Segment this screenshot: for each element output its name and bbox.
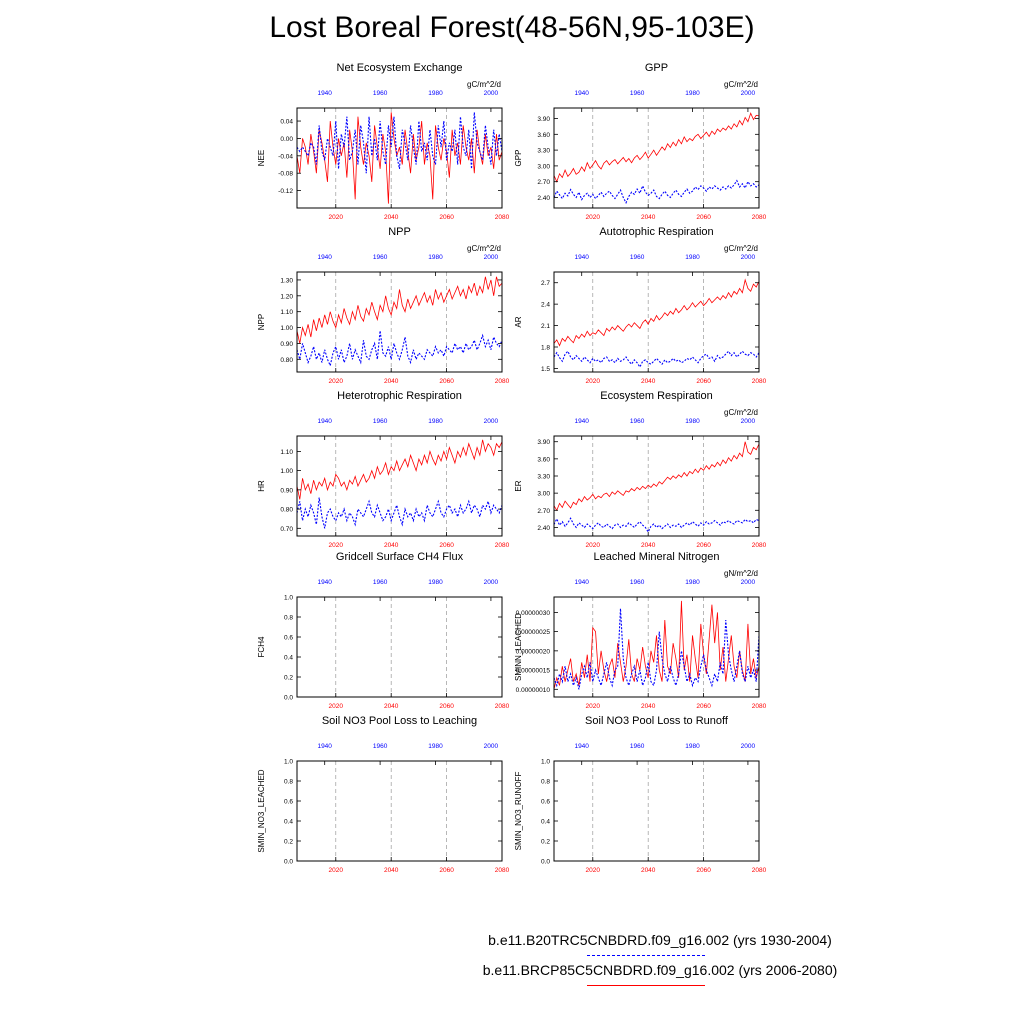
- x-bottom-tick-label: 2020: [585, 867, 601, 874]
- x-top-tick-label: 2000: [740, 90, 756, 97]
- x-bottom-tick-label: 2060: [696, 703, 711, 710]
- x-bottom-tick-label: 2020: [328, 542, 344, 549]
- x-bottom-tick-label: 2060: [439, 867, 454, 874]
- plot-frame: [297, 761, 502, 861]
- y-tick-label: 0.80: [280, 356, 293, 364]
- x-top-tick-label: 1980: [428, 90, 443, 97]
- legend-historical-label: b.e11.B20TRC5CNBDRD.f09_g16.002 (yrs 1930-2004): [488, 932, 832, 948]
- x-top-tick-label: 1980: [428, 579, 443, 586]
- y-tick-label: 1.10: [280, 448, 293, 456]
- x-top-tick-label: 1960: [372, 579, 388, 586]
- chart-panel-er: [514, 390, 767, 549]
- y-tick-label: 2.70: [537, 507, 550, 515]
- x-top-tick-label: 1940: [317, 418, 332, 425]
- y-tick-label: 2.40: [537, 524, 550, 532]
- chart-panel-smin_no3_runoff: [514, 715, 767, 874]
- series-line-historical: [297, 498, 502, 529]
- x-bottom-tick-label: 2080: [494, 214, 510, 221]
- plot-frame: [554, 272, 759, 372]
- x-bottom-tick-label: 2060: [439, 214, 454, 221]
- x-bottom-tick-label: 2040: [383, 378, 399, 385]
- x-top-tick-label: 1980: [685, 90, 700, 97]
- x-top-tick-label: 1960: [629, 418, 645, 425]
- x-top-tick-label: 2000: [740, 418, 756, 425]
- chart-title: Ecosystem Respiration: [600, 390, 713, 402]
- chart-title: Autotrophic Respiration: [599, 226, 714, 238]
- y-tick-label: 0.8: [283, 778, 293, 786]
- y-tick-label: 3.00: [537, 163, 550, 171]
- chart-panel-npp: [257, 226, 510, 385]
- x-bottom-tick-label: 2040: [640, 542, 656, 549]
- x-top-tick-label: 2000: [483, 743, 499, 750]
- x-bottom-tick-label: 2080: [751, 214, 767, 221]
- y-tick-label: 3.60: [537, 456, 550, 464]
- y-tick-label: 1.00: [280, 468, 293, 476]
- y-axis-label: SMIN_NO3_LEACHED: [257, 769, 266, 853]
- y-tick-label: 2.4: [540, 301, 550, 309]
- x-top-tick-label: 2000: [740, 743, 756, 750]
- x-bottom-tick-label: 2040: [640, 214, 656, 221]
- x-bottom-tick-label: 2020: [328, 378, 344, 385]
- chart-units-label: gC/m^2/d: [724, 244, 758, 253]
- y-axis-label: SMINN_LEACHED: [514, 612, 523, 682]
- x-bottom-tick-label: 2040: [640, 378, 656, 385]
- x-bottom-tick-label: 2040: [383, 703, 399, 710]
- y-tick-label: 3.00: [537, 490, 550, 498]
- y-tick-label: 0.2: [283, 838, 293, 846]
- series-line-future: [297, 440, 502, 500]
- y-tick-label: 1.0: [283, 758, 293, 766]
- y-tick-label: 0.00000030: [515, 609, 550, 617]
- y-tick-label: -0.04: [278, 153, 293, 161]
- y-tick-label: 2.7: [540, 280, 550, 288]
- y-tick-label: 3.30: [537, 147, 550, 155]
- y-tick-label: 1.5: [540, 365, 550, 373]
- x-bottom-tick-label: 2020: [328, 703, 344, 710]
- y-tick-label: 0.90: [280, 487, 293, 495]
- x-top-tick-label: 1960: [629, 579, 645, 586]
- chart-units-label: gC/m^2/d: [467, 80, 501, 89]
- chart-title: Heterotrophic Respiration: [337, 390, 462, 402]
- y-axis-label: ER: [514, 480, 523, 492]
- plot-frame: [554, 597, 759, 697]
- x-top-tick-label: 1960: [372, 90, 388, 97]
- x-top-tick-label: 2000: [740, 254, 756, 261]
- y-tick-label: 3.90: [537, 439, 550, 447]
- chart-panel-nee: [257, 62, 510, 221]
- x-bottom-tick-label: 2060: [439, 703, 454, 710]
- x-top-tick-label: 2000: [483, 90, 499, 97]
- series-line-historical: [554, 181, 759, 203]
- y-tick-label: 0.0: [283, 694, 293, 702]
- x-top-tick-label: 1960: [629, 254, 645, 261]
- y-tick-label: 0.00000015: [515, 667, 550, 675]
- x-top-tick-label: 1940: [317, 743, 332, 750]
- series-line-future: [297, 277, 502, 344]
- y-tick-label: 0.4: [283, 818, 293, 826]
- figure-title: Lost Boreal Forest(48-56N,95-103E): [269, 11, 755, 44]
- y-tick-label: 0.8: [540, 778, 550, 786]
- x-bottom-tick-label: 2020: [328, 867, 344, 874]
- chart-title: GPP: [644, 62, 669, 74]
- x-bottom-tick-label: 2080: [751, 378, 767, 385]
- legend-historical-swatch: [587, 955, 705, 956]
- y-tick-label: 0.4: [540, 818, 550, 826]
- x-bottom-tick-label: 2080: [751, 703, 767, 710]
- x-top-tick-label: 1980: [428, 254, 443, 261]
- x-top-tick-label: 1960: [372, 254, 388, 261]
- y-tick-label: 0.4: [283, 654, 293, 662]
- chart-title: Soil NO3 Pool Loss to Runoff: [585, 715, 728, 727]
- y-tick-label: 0.0: [540, 858, 550, 866]
- y-tick-label: 1.00: [280, 325, 293, 333]
- y-axis-label: FCH4: [257, 636, 266, 658]
- y-tick-label: 0.04: [280, 118, 293, 126]
- x-bottom-tick-label: 2020: [585, 542, 601, 549]
- x-top-tick-label: 2000: [740, 579, 756, 586]
- chart-units-label: gC/m^2/d: [467, 244, 501, 253]
- y-tick-label: 0.6: [283, 634, 293, 642]
- x-top-tick-label: 1940: [317, 90, 332, 97]
- x-top-tick-label: 1980: [685, 418, 700, 425]
- x-bottom-tick-label: 2040: [383, 867, 399, 874]
- x-bottom-tick-label: 2080: [494, 703, 510, 710]
- series-line-future: [297, 112, 502, 203]
- x-bottom-tick-label: 2080: [751, 867, 767, 874]
- y-tick-label: 1.0: [540, 758, 550, 766]
- chart-title: Soil NO3 Pool Loss to Leaching: [321, 715, 478, 727]
- x-top-tick-label: 1940: [574, 743, 589, 750]
- x-bottom-tick-label: 2020: [585, 214, 601, 221]
- x-top-tick-label: 1980: [685, 743, 700, 750]
- series-line-future: [554, 113, 759, 181]
- x-bottom-tick-label: 2060: [439, 542, 454, 549]
- x-bottom-tick-label: 2040: [640, 703, 656, 710]
- x-bottom-tick-label: 2060: [696, 214, 711, 221]
- y-axis-label: NEE: [257, 149, 266, 167]
- y-tick-label: 0.2: [540, 838, 550, 846]
- plot-frame: [297, 597, 502, 697]
- x-bottom-tick-label: 2060: [439, 378, 454, 385]
- chart-units-label: gC/m^2/d: [724, 80, 758, 89]
- x-top-tick-label: 2000: [483, 579, 499, 586]
- chart-panel-fch4: [257, 551, 510, 710]
- series-line-future: [554, 442, 759, 511]
- x-top-tick-label: 1940: [574, 418, 589, 425]
- y-tick-label: 0.70: [280, 525, 293, 533]
- y-tick-label: 1.20: [280, 293, 293, 301]
- series-line-future: [554, 280, 759, 346]
- chart-units-label: gN/m^2/d: [724, 569, 758, 578]
- x-top-tick-label: 1960: [629, 743, 645, 750]
- x-bottom-tick-label: 2040: [383, 542, 399, 549]
- y-axis-label: GPP: [514, 149, 523, 167]
- x-bottom-tick-label: 2040: [383, 214, 399, 221]
- plot-frame: [554, 761, 759, 861]
- chart-panel-gpp: [514, 62, 767, 221]
- y-tick-label: 0.00000020: [515, 648, 550, 656]
- x-bottom-tick-label: 2020: [328, 214, 344, 221]
- y-tick-label: 3.90: [537, 116, 550, 124]
- plot-frame: [297, 108, 502, 208]
- y-tick-label: 2.40: [537, 194, 550, 202]
- y-axis-label: AR: [514, 316, 523, 328]
- x-top-tick-label: 1940: [574, 254, 589, 261]
- chart-panel-smin_no3_leached: [257, 715, 510, 874]
- y-tick-label: 3.30: [537, 473, 550, 481]
- y-tick-label: 3.60: [537, 131, 550, 139]
- y-tick-label: 0.6: [540, 798, 550, 806]
- x-top-tick-label: 1980: [428, 418, 443, 425]
- y-tick-label: 1.0: [283, 594, 293, 602]
- chart-title: Net Ecosystem Exchange: [336, 62, 463, 74]
- plot-frame: [554, 108, 759, 208]
- chart-title: NPP: [388, 226, 411, 238]
- y-tick-label: 0.2: [283, 674, 293, 682]
- x-bottom-tick-label: 2060: [696, 542, 711, 549]
- x-top-tick-label: 1960: [629, 90, 645, 97]
- y-tick-label: 0.00: [280, 135, 293, 143]
- y-tick-label: 0.8: [283, 614, 293, 622]
- y-tick-label: 0.6: [283, 798, 293, 806]
- series-line-historical: [554, 351, 759, 367]
- x-top-tick-label: 2000: [483, 254, 499, 261]
- x-bottom-tick-label: 2080: [494, 867, 510, 874]
- x-top-tick-label: 1960: [372, 743, 388, 750]
- series-line-historical: [297, 331, 502, 366]
- x-top-tick-label: 2000: [483, 418, 499, 425]
- y-tick-label: 0.90: [280, 340, 293, 348]
- x-bottom-tick-label: 2020: [585, 703, 601, 710]
- x-top-tick-label: 1940: [317, 579, 332, 586]
- y-tick-label: 2.70: [537, 179, 550, 187]
- chart-panel-sminn: [514, 551, 767, 710]
- legend-future-label: b.e11.BRCP85C5CNBDRD.f09_g16.002 (yrs 2006-2080): [482, 962, 838, 978]
- x-top-tick-label: 1980: [428, 743, 443, 750]
- series-line-historical: [554, 518, 759, 532]
- y-tick-label: 1.10: [280, 309, 293, 317]
- y-tick-label: 0.00000010: [515, 686, 550, 694]
- y-tick-label: 0.80: [280, 506, 293, 514]
- y-tick-label: 1.30: [280, 277, 293, 285]
- x-bottom-tick-label: 2080: [751, 542, 767, 549]
- x-bottom-tick-label: 2060: [696, 378, 711, 385]
- x-bottom-tick-label: 2040: [640, 867, 656, 874]
- chart-panel-ar: [514, 226, 767, 385]
- x-bottom-tick-label: 2020: [585, 378, 601, 385]
- x-bottom-tick-label: 2080: [494, 378, 510, 385]
- x-top-tick-label: 1960: [372, 418, 388, 425]
- y-tick-label: -0.12: [278, 188, 293, 196]
- y-axis-label: SMIN_NO3_RUNOFF: [514, 771, 523, 851]
- y-axis-label: NPP: [257, 313, 266, 331]
- x-bottom-tick-label: 2080: [494, 542, 510, 549]
- x-top-tick-label: 1940: [317, 254, 332, 261]
- y-tick-label: 2.1: [540, 323, 550, 331]
- y-tick-label: -0.08: [278, 170, 293, 178]
- x-top-tick-label: 1980: [685, 254, 700, 261]
- x-bottom-tick-label: 2060: [696, 867, 711, 874]
- chart-title: Gridcell Surface CH4 Flux: [335, 551, 464, 563]
- chart-panel-hr: [257, 390, 510, 549]
- y-tick-label: 0.0: [283, 858, 293, 866]
- x-top-tick-label: 1940: [574, 90, 589, 97]
- chart-title: Leached Mineral Nitrogen: [593, 551, 720, 563]
- legend-future-swatch: [587, 985, 705, 986]
- x-top-tick-label: 1980: [685, 579, 700, 586]
- chart-units-label: gC/m^2/d: [724, 408, 758, 417]
- x-top-tick-label: 1940: [574, 579, 589, 586]
- y-axis-label: HR: [257, 480, 266, 492]
- y-tick-label: 0.00000025: [515, 629, 550, 637]
- y-tick-label: 1.8: [540, 344, 550, 352]
